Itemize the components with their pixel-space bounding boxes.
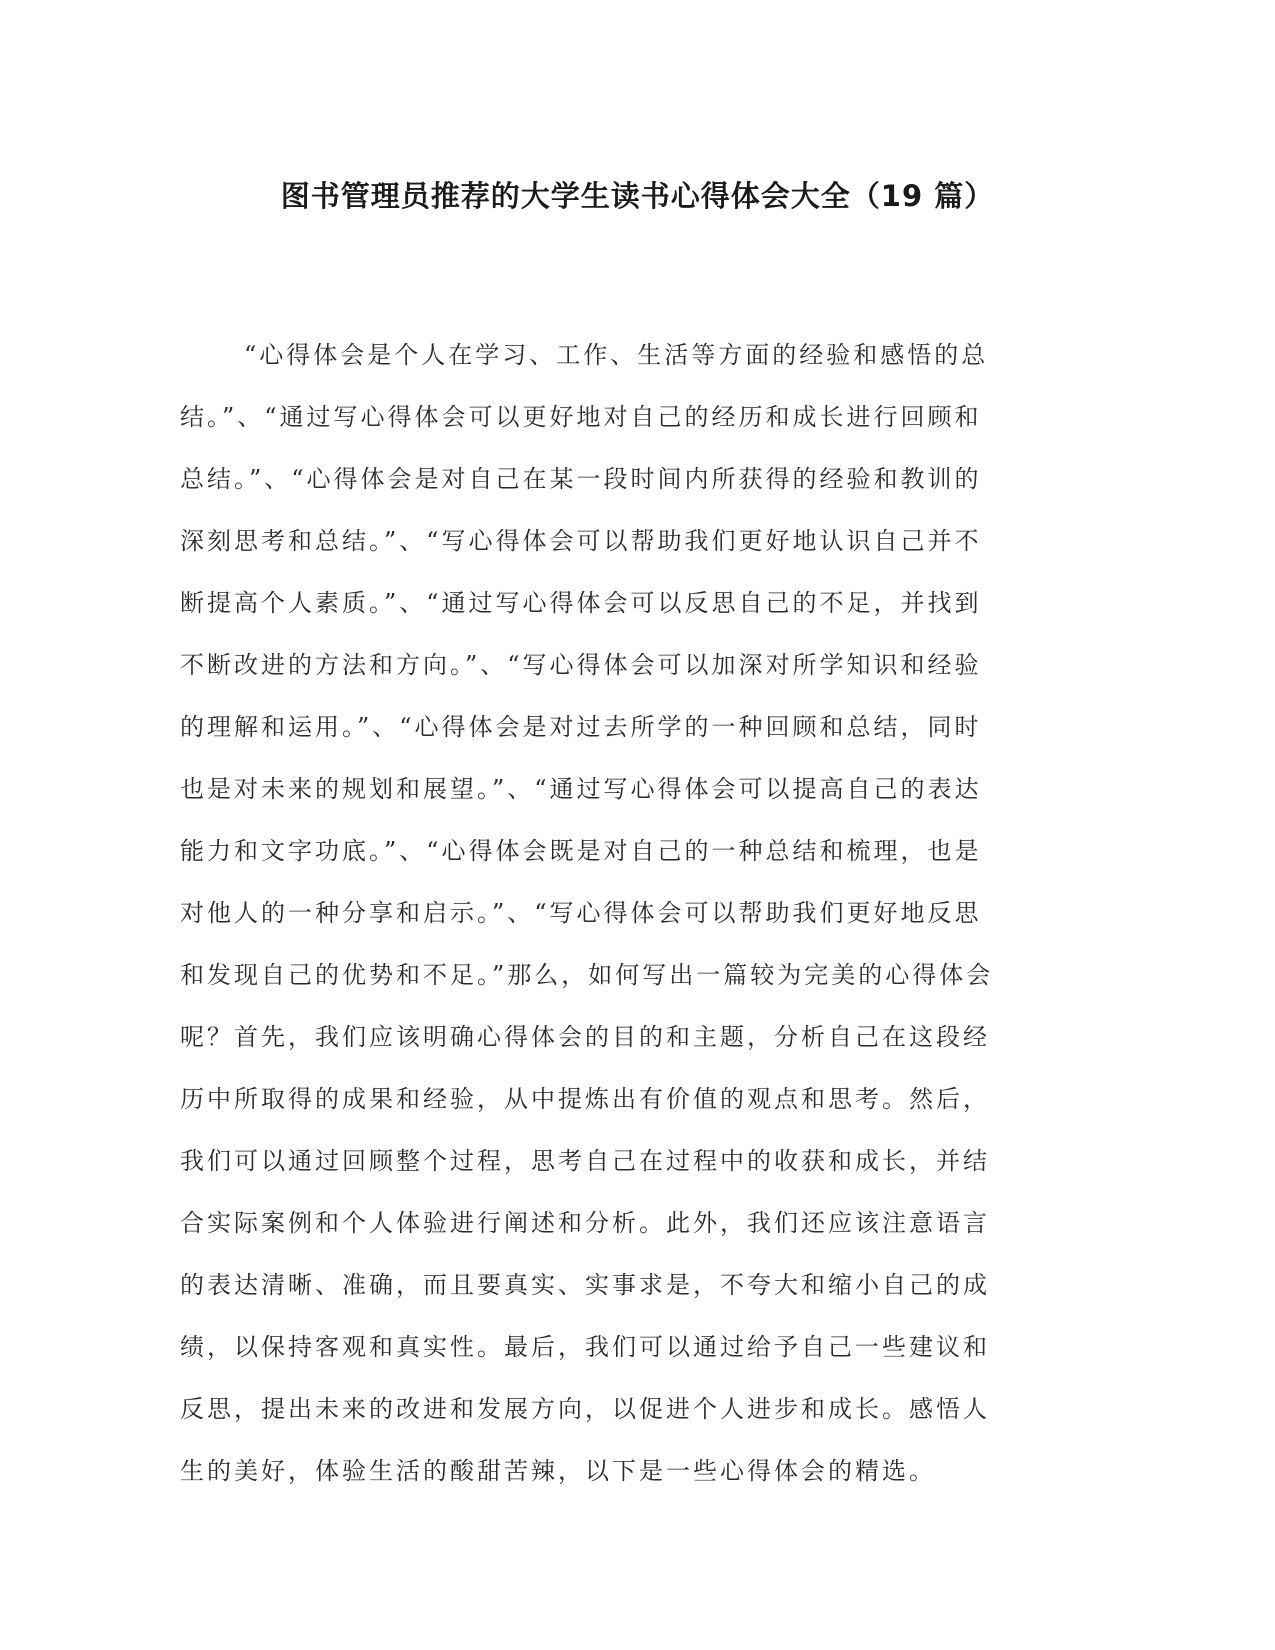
paragraph-line: 和发现自己的优势和不足。”那么，如何写出一篇较为完美的心得体会 (180, 961, 994, 989)
paragraph-line: 对他人的一种分享和启示。”、“写心得体会可以帮助我们更好地反思 (180, 899, 982, 927)
paragraph-line: 反思，提出未来的改进和发展方向，以促进个人进步和成长。感悟人 (180, 1395, 990, 1423)
paragraph-line: 生的美好，体验生活的酸甜苦辣，以下是一些心得体会的精选。 (180, 1457, 936, 1485)
paragraph-line: 总结。”、“心得体会是对自己在某一段时间内所获得的经验和教训的 (180, 465, 982, 493)
paragraph-line: 不断改进的方法和方向。”、“写心得体会可以加深对所学知识和经验 (180, 651, 982, 679)
paragraph-line: 结。”、“通过写心得体会可以更好地对自己的经历和成长进行回顾和 (180, 403, 982, 431)
paragraph-line: 历中所取得的成果和经验，从中提炼出有价值的观点和思考。然后， (180, 1085, 990, 1113)
paragraph-line: 断提高个人素质。”、“通过写心得体会可以反思自己的不足，并找到 (180, 589, 982, 617)
paragraph-line: 深刻思考和总结。”、“写心得体会可以帮助我们更好地认识自己并不 (180, 527, 982, 555)
paragraph-line: “心得体会是个人在学习、工作、生活等方面的经验和感悟的总 (244, 341, 989, 369)
paragraph-line: 的表达清晰、准确，而且要真实、实事求是，不夸大和缩小自己的成 (180, 1271, 990, 1299)
paragraph-line: 我们可以通过回顾整个过程，思考自己在过程中的收获和成长，并结 (180, 1147, 990, 1175)
paragraph-line: 也是对未来的规划和展望。”、“通过写心得体会可以提高自己的表达 (180, 775, 982, 803)
paragraph-line: 能力和文字功底。”、“心得体会既是对自己的一种总结和梳理，也是 (180, 837, 982, 865)
paragraph-line: 呢？首先，我们应该明确心得体会的目的和主题，分析自己在这段经 (180, 1023, 990, 1051)
paragraph-line: 绩，以保持客观和真实性。最后，我们可以通过给予自己一些建议和 (180, 1333, 990, 1361)
document-title: 图书管理员推荐的大学生读书心得体会大全（19 篇） (280, 179, 995, 213)
body-paragraph (180, 324, 1020, 1502)
paragraph-line: 的理解和运用。”、“心得体会是对过去所学的一种回顾和总结，同时 (180, 713, 982, 741)
paragraph-line: 合实际案例和个人体验进行阐述和分析。此外，我们还应该注意语言 (180, 1209, 990, 1237)
